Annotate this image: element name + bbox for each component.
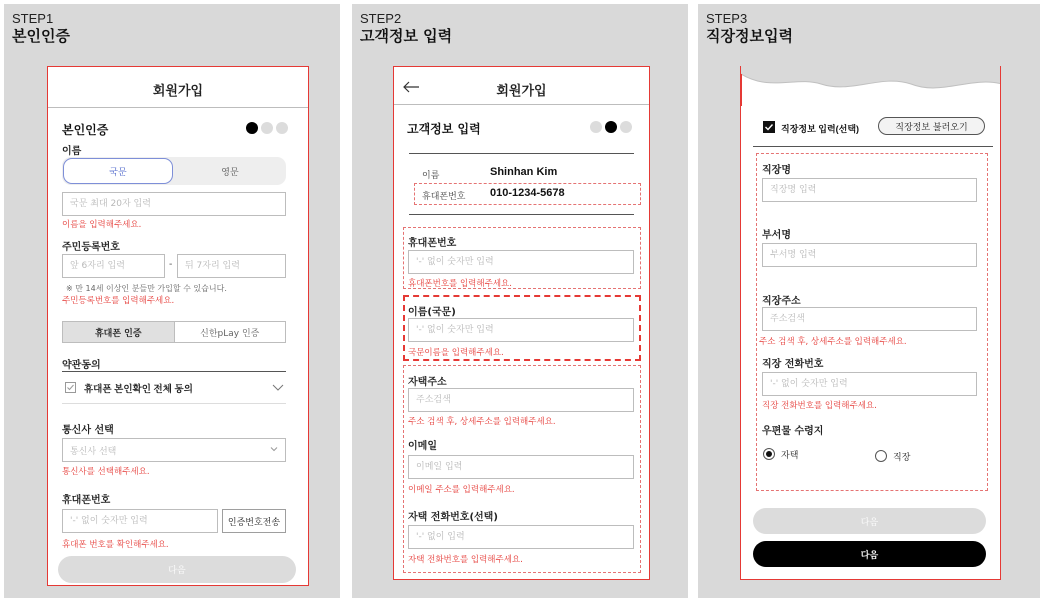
work-phone-input[interactable] bbox=[762, 372, 977, 396]
tab-shinhan-play-auth[interactable]: 신한pLay 인증 bbox=[174, 322, 286, 342]
phone-label: 휴대폰번호 bbox=[408, 238, 457, 249]
korean-name-error: 국문이름을 입력해주세요. bbox=[408, 348, 504, 358]
rrn-label: 주민등록번호 bbox=[62, 242, 120, 253]
phone-error: 휴대폰 번호를 확인해주세요. bbox=[62, 540, 169, 550]
company-label: 직장명 bbox=[762, 165, 791, 176]
name-error: 이름을 입력해주세요. bbox=[62, 220, 142, 230]
korean-name-input[interactable] bbox=[408, 318, 634, 342]
home-phone-input[interactable] bbox=[408, 525, 634, 549]
auth-method-tabs bbox=[62, 321, 286, 343]
language-toggle bbox=[62, 157, 286, 185]
work-info-checkbox-label: 직장정보 입력(선택) bbox=[781, 124, 860, 134]
load-work-info-button[interactable]: 직장정보 불러오기 bbox=[878, 117, 985, 135]
info-phone-value: 010-1234-5678 bbox=[490, 187, 565, 199]
step3-title: 직장정보입력 bbox=[706, 27, 793, 45]
step3-number: STEP3 bbox=[706, 11, 748, 26]
email-error: 이메일 주소를 입력해주세요. bbox=[408, 485, 515, 495]
radio-home[interactable] bbox=[763, 448, 775, 460]
phone-input[interactable] bbox=[408, 250, 634, 274]
next-button[interactable]: 다음 bbox=[753, 541, 986, 567]
send-code-button[interactable]: 인증번호전송 bbox=[222, 509, 286, 533]
chevron-down-icon bbox=[270, 445, 278, 453]
tab-korean[interactable]: 국문 bbox=[63, 158, 173, 184]
header-title: 회원가입 bbox=[152, 84, 204, 99]
name-label: 이름 bbox=[62, 146, 82, 157]
radio-work-label: 직장 bbox=[893, 452, 911, 462]
section-title: 본인인증 bbox=[62, 123, 109, 137]
phone-input[interactable] bbox=[62, 509, 218, 533]
tab-english[interactable]: 영문 bbox=[221, 166, 239, 177]
rrn-back-input[interactable] bbox=[177, 254, 286, 278]
step3-phone-screen bbox=[740, 66, 1001, 580]
mail-destination-label: 우편물 수령지 bbox=[762, 426, 824, 437]
step2-title: 고객정보 입력 bbox=[360, 27, 453, 45]
work-address-search-input[interactable] bbox=[762, 307, 977, 331]
step1-title: 본인인증 bbox=[12, 27, 70, 45]
info-bottom-divider bbox=[409, 214, 634, 215]
carrier-error: 통신사를 선택해주세요. bbox=[62, 467, 150, 477]
phone-label: 휴대폰번호 bbox=[62, 495, 111, 506]
address-search-input[interactable] bbox=[408, 388, 634, 412]
age-notice: ※ 만 14세 이상인 분들만 가입할 수 있습니다. bbox=[66, 284, 227, 293]
address-error: 주소 검색 후, 상세주소를 입력해주세요. bbox=[408, 417, 556, 427]
home-phone-label: 자택 전화번호(선택) bbox=[408, 512, 498, 523]
work-address-error: 주소 검색 후, 상세주소를 입력해주세요. bbox=[759, 337, 907, 347]
header-divider bbox=[394, 104, 649, 105]
email-input[interactable] bbox=[408, 455, 634, 479]
step1-phone-screen bbox=[47, 66, 309, 586]
chevron-down-icon[interactable] bbox=[272, 384, 284, 392]
torn-edge bbox=[741, 66, 1001, 106]
rrn-error: 주민등록번호를 입력해주세요. bbox=[62, 296, 175, 306]
step1-panel bbox=[4, 4, 340, 598]
step2-panel bbox=[352, 4, 688, 598]
checkbox-icon[interactable] bbox=[763, 121, 775, 133]
step-dot-1 bbox=[246, 122, 258, 134]
radio-work[interactable] bbox=[875, 450, 887, 462]
carrier-select[interactable] bbox=[62, 438, 286, 462]
terms-divider bbox=[62, 371, 286, 372]
carrier-label: 통신사 선택 bbox=[62, 425, 114, 436]
carrier-select-value: 통신사 선택 bbox=[70, 446, 117, 457]
step2-number: STEP2 bbox=[360, 11, 402, 26]
info-phone-label: 휴대폰번호 bbox=[422, 191, 466, 201]
korean-name-label: 이름(국문) bbox=[408, 307, 456, 318]
checkbox-icon[interactable] bbox=[65, 382, 76, 393]
section-title: 고객정보 입력 bbox=[407, 122, 481, 136]
step-dot-2 bbox=[605, 121, 617, 133]
step-indicator bbox=[590, 121, 632, 133]
header-divider bbox=[48, 107, 308, 108]
radio-home-label: 자택 bbox=[781, 450, 799, 460]
section-divider bbox=[753, 146, 993, 147]
step-dot-1 bbox=[590, 121, 602, 133]
home-phone-error: 자택 전화번호를 입력해주세요. bbox=[408, 555, 523, 565]
step-dot-3 bbox=[620, 121, 632, 133]
terms-label: 약관동의 bbox=[62, 360, 101, 371]
address-label: 자택주소 bbox=[408, 377, 447, 388]
terms-agree-row[interactable] bbox=[62, 379, 286, 397]
phone-error: 휴대폰번호를 입력해주세요. bbox=[408, 279, 512, 289]
step-dot-2 bbox=[261, 122, 273, 134]
company-input[interactable] bbox=[762, 178, 977, 202]
email-label: 이메일 bbox=[408, 441, 437, 452]
department-label: 부서명 bbox=[762, 230, 791, 241]
terms-bottom-divider bbox=[62, 403, 286, 404]
info-name-label: 이름 bbox=[422, 170, 440, 180]
work-phone-error: 직장 전화번호를 입력해주세요. bbox=[762, 401, 877, 411]
step1-number: STEP1 bbox=[12, 11, 54, 26]
header-title: 회원가입 bbox=[496, 84, 547, 99]
name-input[interactable] bbox=[62, 192, 286, 216]
step-indicator bbox=[246, 122, 288, 134]
terms-agree-label: 휴대폰 본인확인 전체 동의 bbox=[84, 384, 193, 395]
department-input[interactable] bbox=[762, 243, 977, 267]
rrn-dash: - bbox=[169, 259, 173, 270]
step2-phone-screen bbox=[393, 66, 650, 580]
step3-panel bbox=[698, 4, 1040, 598]
next-button[interactable]: 다음 bbox=[58, 556, 296, 583]
tab-phone-auth[interactable]: 휴대폰 인증 bbox=[63, 322, 174, 342]
info-name-value: Shinhan Kim bbox=[490, 166, 558, 178]
work-phone-label: 직장 전화번호 bbox=[762, 359, 824, 370]
rrn-front-input[interactable] bbox=[62, 254, 165, 278]
step-dot-3 bbox=[276, 122, 288, 134]
info-top-divider bbox=[409, 153, 634, 154]
next-button-disabled[interactable]: 다음 bbox=[753, 508, 986, 534]
work-address-label: 직장주소 bbox=[762, 296, 801, 307]
